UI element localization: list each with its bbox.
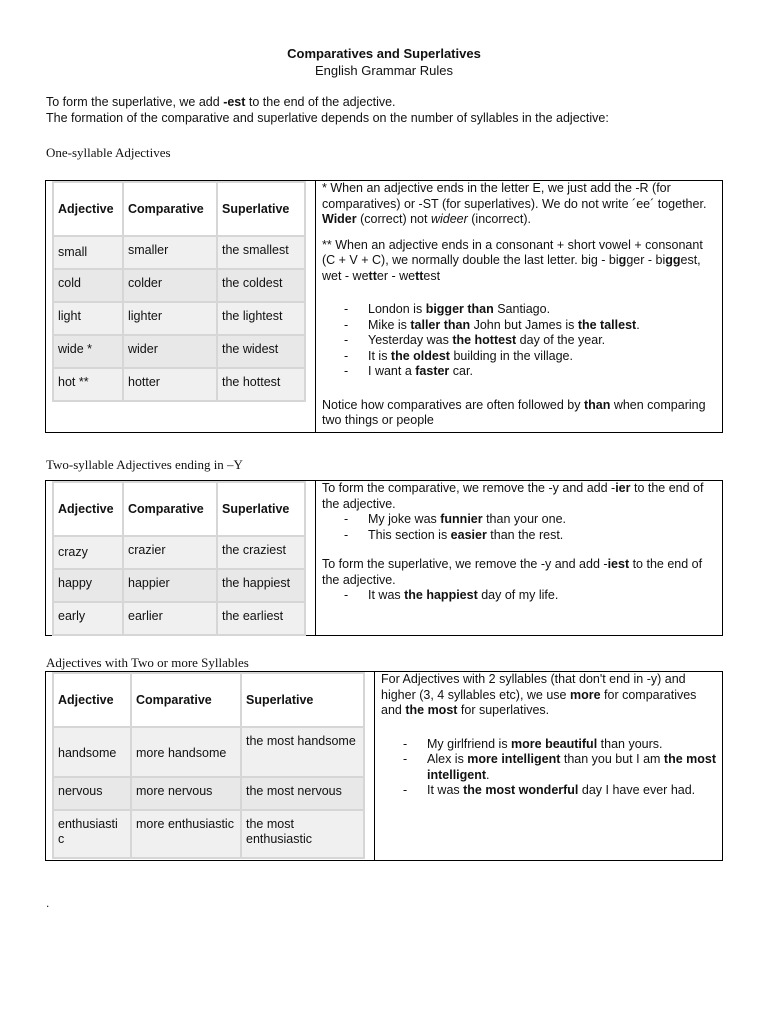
comparative-examples-list [322, 512, 718, 543]
table-row: early earlier the earliest [53, 602, 305, 635]
column-header: Adjective [53, 482, 123, 536]
table-header-row [53, 673, 364, 727]
note-cvc: ** When an adjective ends in a consonant + short vowel + consonant (C + V + C), we normally double the last letter. big - bigger - biggest, wet - wetter - wettest [322, 237, 703, 283]
comparative-rule: To form the comparative, we remove the -y and add -ier to the end of the adjective. [322, 481, 704, 511]
one-syllable-table [52, 181, 306, 402]
column-header: Comparative [123, 182, 217, 236]
section-heading-one-syllable: One-syllable Adjectives [46, 145, 171, 160]
intro-line-1: To form the superlative, we add -est to the end of the adjective. [46, 95, 396, 109]
column-header: Superlative [241, 673, 364, 727]
table-row: enthusiasti c more enthusiastic the most enthusiastic [53, 810, 364, 858]
section-heading-two-syllable-y: Two-syllable Adjectives ending in –Y [46, 457, 243, 472]
list-item: - My joke was funnier than your one. [322, 512, 718, 528]
table-row: hot ** hotter the hottest [53, 368, 305, 401]
multi-syllable-notes [381, 672, 719, 809]
two-syllable-y-table [52, 481, 306, 636]
document-subtitle: English Grammar Rules [315, 63, 453, 78]
list-item: - Yesterday was the hottest day of the year. [322, 333, 718, 349]
column-header: Adjective [53, 673, 131, 727]
multi-syllable-rule: For Adjectives with 2 syllables (that don't end in -y) and higher (3, 4 syllables etc), we use more for comparatives and the most for superlatives. [381, 672, 697, 717]
list-item: - It was the most wonderful day I have ever had. [381, 783, 719, 799]
table-row: happy happier the happiest [53, 569, 305, 602]
column-header: Comparative [131, 673, 241, 727]
superlative-examples-list [322, 588, 718, 604]
column-header: Superlative [217, 482, 305, 536]
table-row: wide * wider the widest [53, 335, 305, 368]
two-syllable-y-notes [322, 481, 718, 614]
list-item: - I want a faster car. [322, 364, 718, 380]
examples-list [322, 302, 718, 380]
table-row: crazy crazier the craziest [53, 536, 305, 569]
list-item: - It was the happiest day of my life. [322, 588, 718, 604]
table-row: cold colder the coldest [53, 269, 305, 302]
superlative-rule: To form the superlative, we remove the -y and add -iest to the end of the adjective. [322, 557, 703, 587]
column-header: Superlative [217, 182, 305, 236]
column-header: Adjective [53, 182, 123, 236]
table-row: handsome more handsome the most handsome [53, 727, 364, 777]
multi-syllable-table [52, 672, 365, 859]
document-title: Comparatives and Superlatives [287, 46, 481, 61]
list-item: - Mike is taller than John but James is the tallest. [322, 318, 718, 334]
table-row: light lighter the lightest [53, 302, 305, 335]
footer-mark: . [46, 896, 50, 910]
table-header-row [53, 482, 305, 536]
list-item: - This section is easier than the rest. [322, 528, 718, 544]
one-syllable-notes [322, 181, 718, 439]
section-heading-multi-syllable: Adjectives with Two or more Syllables [46, 655, 249, 670]
column-header: Comparative [123, 482, 217, 536]
section-one-syllable-box [45, 180, 723, 433]
section-two-syllable-y-box [45, 480, 723, 636]
list-item: - Alex is more intelligent than you but I am the most intelligent. [381, 752, 719, 783]
note-ending-e: * When an adjective ends in the letter E, we just add the -R (for comparatives) or -ST (for superlatives). We do not write ´ee´ together. Wider (correct) not wideer (incorrect). [322, 181, 707, 226]
table-row: nervous more nervous the most nervous [53, 777, 364, 810]
intro-paragraph [46, 95, 746, 126]
table-row: small smaller the smallest [53, 236, 305, 269]
table-header-row [53, 182, 305, 236]
intro-line-2: The formation of the comparative and superlative depends on the number of syllables in the adjective: [46, 110, 609, 125]
list-item: - It is the oldest building in the village. [322, 349, 718, 365]
section-multi-syllable-box [45, 671, 723, 861]
list-item: - My girlfriend is more beautiful than yours. [381, 737, 719, 753]
notice-note: Notice how comparatives are often followed by than when comparing two things or people [322, 397, 706, 427]
list-item: - London is bigger than Santiago. [322, 302, 718, 318]
examples-list [381, 737, 719, 799]
